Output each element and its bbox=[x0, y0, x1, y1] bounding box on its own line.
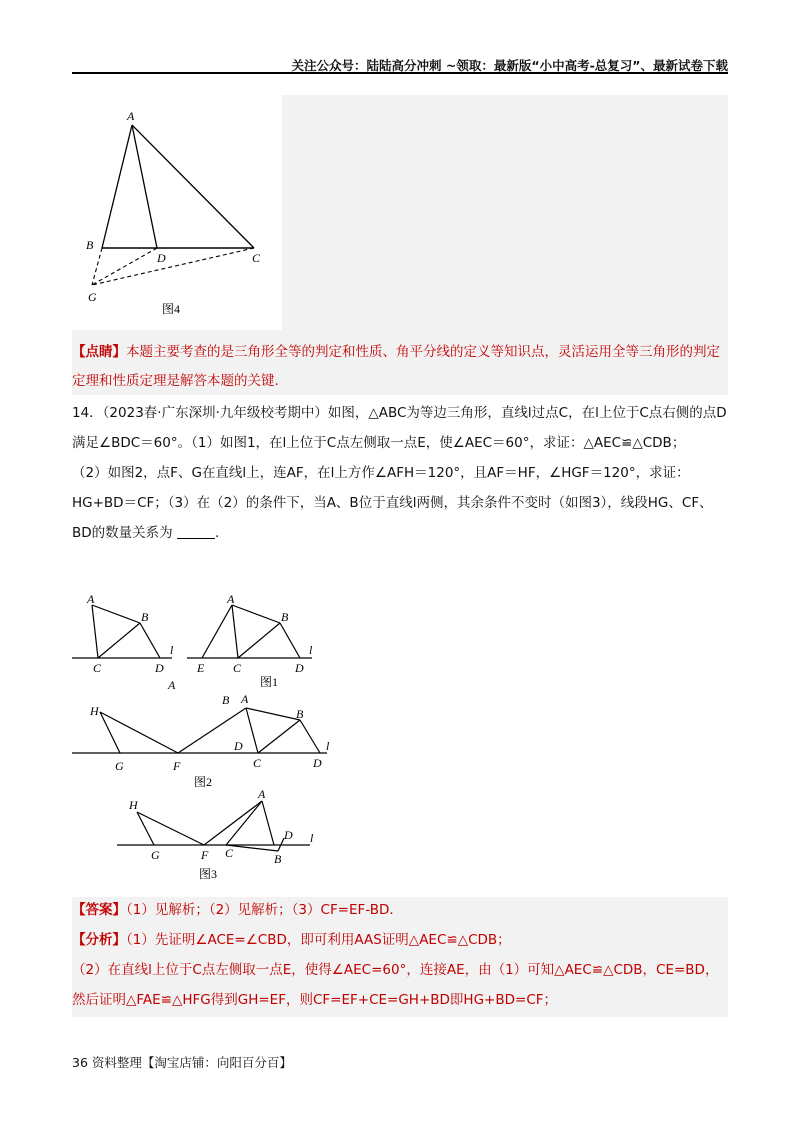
fig1b-label-c: C bbox=[233, 661, 242, 675]
fig3-label-c: C bbox=[225, 846, 234, 860]
figure-4 bbox=[72, 95, 282, 330]
figure-4-caption: 图4 bbox=[162, 302, 181, 316]
figure-1-right bbox=[187, 592, 313, 689]
key-point-text: 本题主要考查的是三角形全等的判定和性质、角平分线的定义等知识点，灵活运用全等三角形的判定定理和性质定理是解答本题的关键. bbox=[72, 344, 720, 389]
fig2-label-l: l bbox=[326, 739, 330, 753]
fig2-label-d-stray: D bbox=[234, 739, 243, 753]
segment-bg bbox=[92, 248, 102, 285]
problem-14 bbox=[72, 398, 728, 548]
answer-section bbox=[72, 895, 728, 1015]
label-g: G bbox=[88, 290, 97, 304]
fig1b-label-e: E bbox=[197, 661, 205, 675]
fig1a-label-c: C bbox=[93, 661, 102, 675]
fig3-label-d: D bbox=[284, 828, 293, 842]
fig3-label-h: H bbox=[129, 798, 138, 812]
figure-3-caption: 图3 bbox=[199, 867, 218, 881]
analysis-line-1 bbox=[72, 925, 728, 955]
fig1b-label-d: D bbox=[295, 661, 304, 675]
label-d: D bbox=[157, 251, 166, 265]
answer-tag: 【答案】 bbox=[72, 902, 126, 918]
fig1a-label-d: D bbox=[155, 661, 164, 675]
fig2-label-a: A bbox=[241, 692, 249, 706]
answer-blank bbox=[177, 524, 215, 539]
problem-part-1: 14．（2023春·广东深圳·九年级校考期中）如图，△ABC为等边三角形，直线l过点C，在l上位于C点右侧的点D满足∠BDC＝60°。（1）如图1，在l上位于C点左侧取一点E，使∠AEC＝60°，求证：△AEC≌△CDB； bbox=[72, 405, 727, 451]
fig2-label-b-stray: B bbox=[222, 693, 230, 707]
figure-3 bbox=[117, 787, 314, 881]
fig1a-label-b: B bbox=[141, 610, 149, 624]
fig2-label-b: B bbox=[296, 707, 304, 721]
problem-part-2-text: （2）如图2，点F、G在直线l上，连AF，在l上方作∠AFH＝120°，且AF＝HF，∠HGF＝120°，求证：HG+BD＝CF；（3）在（2）的条件下，当A、B位于直线l两侧，其余条件不变时（如图3），线段HG、CF、BD的数量关系为 bbox=[72, 465, 713, 541]
problem-end: . bbox=[214, 525, 220, 541]
fig3-label-f: F bbox=[201, 848, 209, 862]
header-rule bbox=[72, 72, 728, 74]
key-point-note bbox=[72, 338, 728, 396]
fig1a-label-a: A bbox=[87, 592, 95, 606]
fig2-label-d: D bbox=[313, 756, 322, 770]
analysis-line-2: （2）在直线l上位于C点左侧取一点E，使得∠AEC=60°，连接AE，由（1）可知△AEC≌△CDB，CE=BD，然后证明△FAE≌△HFG得到GH=EF，则CF=EF+CE=GH+BD即HG+BD=CF； bbox=[72, 962, 719, 1008]
label-b: B bbox=[86, 238, 94, 252]
segment-ab bbox=[102, 125, 132, 248]
segment-dg bbox=[92, 248, 157, 285]
segment-ac bbox=[132, 125, 254, 248]
key-point-tag: 【点睛】 bbox=[72, 344, 126, 360]
fig3-label-l: l bbox=[310, 831, 314, 845]
figures-1-3 bbox=[72, 590, 372, 890]
analysis-tag: 【分析】 bbox=[72, 932, 126, 948]
analysis-text-1: （1）先证明∠ACE=∠CBD，即可利用AAS证明△AEC≌△CDB； bbox=[126, 932, 511, 948]
fig3-label-a: A bbox=[258, 787, 266, 801]
fig1b-label-l: l bbox=[309, 643, 313, 657]
fig2-label-c: C bbox=[253, 756, 262, 770]
fig1-stray-label: A bbox=[168, 678, 176, 692]
problem-part-2 bbox=[72, 458, 728, 548]
fig2-label-g: G bbox=[115, 759, 124, 773]
figure-1-left bbox=[72, 592, 176, 692]
figure-4-diagram bbox=[72, 95, 282, 330]
fig3-label-b: B bbox=[274, 852, 282, 866]
label-a: A bbox=[127, 109, 135, 123]
fig2-label-f: F bbox=[173, 759, 181, 773]
fig1b-label-a: A bbox=[227, 592, 235, 606]
figure-2 bbox=[72, 692, 330, 789]
segment-ad bbox=[132, 125, 157, 248]
answer-text: （1）见解析；（2）见解析；（3）CF=EF-BD. bbox=[126, 902, 394, 918]
footer-text: 资料整理【淘宝店铺：向阳百分百】 bbox=[91, 1055, 292, 1070]
answer-line bbox=[72, 895, 728, 925]
segment-cg bbox=[92, 248, 254, 285]
fig2-label-h: H bbox=[90, 704, 99, 718]
fig1b-label-b: B bbox=[281, 610, 289, 624]
page-header: 关注公众号：陆陆高分冲刺 ~领取：最新版“小中高考-总复习”、最新试卷下载 bbox=[291, 58, 728, 73]
figure-2-caption: 图2 bbox=[194, 775, 213, 789]
page-number: 36 bbox=[72, 1055, 88, 1070]
page-footer bbox=[72, 1053, 292, 1071]
fig1a-label-l: l bbox=[170, 643, 174, 657]
figure-1-caption: 图1 bbox=[260, 675, 279, 689]
figures-1-3-diagram bbox=[72, 590, 372, 890]
label-c: C bbox=[252, 251, 261, 265]
fig3-label-g: G bbox=[151, 848, 160, 862]
